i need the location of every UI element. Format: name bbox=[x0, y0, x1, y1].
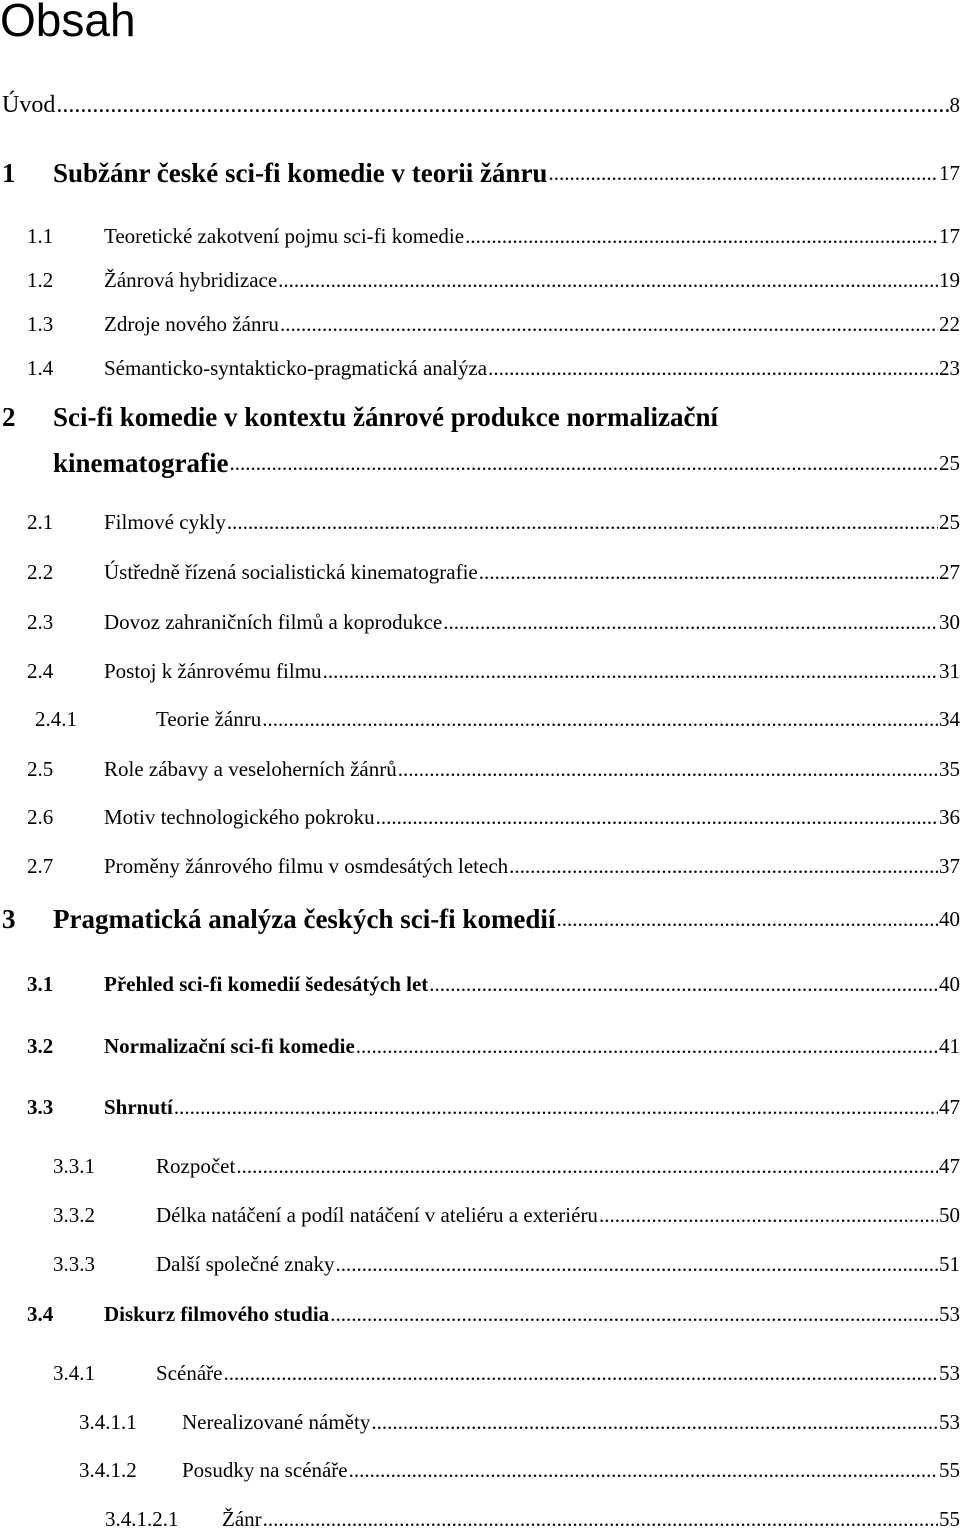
toc-entry-page: 41 bbox=[939, 1032, 960, 1060]
toc-entry-section-2-1[interactable] bbox=[27, 508, 960, 536]
toc-entry-chapter-1[interactable] bbox=[2, 156, 960, 190]
toc-entry-page: 8 bbox=[950, 90, 960, 120]
toc-entry-title: Teoretické zakotvení pojmu sci-fi komedie bbox=[104, 222, 464, 250]
toc-leader-dots bbox=[174, 1093, 938, 1121]
toc-entry-page: 31 bbox=[939, 657, 960, 685]
toc-entry-intro[interactable] bbox=[2, 90, 960, 120]
toc-entry-subsection-3-4-1[interactable] bbox=[53, 1359, 960, 1387]
toc-entry-section-3-3[interactable] bbox=[27, 1093, 960, 1121]
toc-entry-page: 40 bbox=[939, 902, 960, 936]
toc-entry-subsection-2-4-1[interactable] bbox=[35, 705, 960, 733]
toc-entry-number: 3.3.3 bbox=[53, 1250, 156, 1278]
toc-entry-section-1-3[interactable] bbox=[27, 310, 960, 338]
toc-entry-number: 3.1 bbox=[27, 970, 104, 998]
toc-leader-dots bbox=[229, 446, 938, 480]
toc-entry-page: 34 bbox=[939, 705, 960, 733]
toc-leader-dots bbox=[236, 1152, 938, 1180]
toc-entry-page: 17 bbox=[939, 156, 960, 190]
toc-entry-number: 2.6 bbox=[27, 803, 104, 831]
toc-entry-section-3-2[interactable] bbox=[27, 1032, 960, 1060]
toc-leader-dots bbox=[56, 90, 948, 120]
toc-entry-title: Další společné znaky bbox=[156, 1250, 334, 1278]
toc-leader-dots bbox=[349, 1456, 938, 1484]
toc-entry-number: 2.7 bbox=[27, 852, 104, 880]
toc-entry-subsection-3-3-3[interactable] bbox=[53, 1250, 960, 1278]
toc-entry-subsection-3-3-1[interactable] bbox=[53, 1152, 960, 1180]
toc-entry-title: Filmové cykly bbox=[104, 508, 226, 536]
toc-entry-page: 53 bbox=[939, 1300, 960, 1328]
toc-entry-title: Žánrová hybridizace bbox=[104, 266, 277, 294]
toc-entry-title: Sémanticko-syntakticko-pragmatická analýza bbox=[104, 354, 487, 382]
toc-leader-dots bbox=[429, 970, 938, 998]
toc-entry-page: 22 bbox=[939, 310, 960, 338]
toc-entry-section-2-5[interactable] bbox=[27, 755, 960, 783]
toc-entry-section-3-1[interactable] bbox=[27, 970, 960, 998]
toc-leader-dots bbox=[488, 354, 938, 382]
toc-entry-number: 3.3.1 bbox=[53, 1152, 156, 1180]
toc-entry-chapter-3[interactable] bbox=[2, 902, 960, 936]
toc-entry-page: 30 bbox=[939, 608, 960, 636]
toc-leader-dots bbox=[548, 156, 938, 190]
toc-entry-number: 3.3.2 bbox=[53, 1201, 156, 1229]
toc-entry-section-3-4[interactable] bbox=[27, 1300, 960, 1328]
toc-entry-title: Nerealizované náměty bbox=[182, 1408, 370, 1436]
toc-entry-number: 2.4 bbox=[27, 657, 104, 685]
toc-leader-dots bbox=[398, 755, 938, 783]
toc-entry-page: 23 bbox=[939, 354, 960, 382]
toc-entry-number: 3.4 bbox=[27, 1300, 104, 1328]
toc-entry-section-2-7[interactable] bbox=[27, 852, 960, 880]
toc-entry-number: 2.1 bbox=[27, 508, 104, 536]
toc-leader-dots bbox=[335, 1250, 938, 1278]
toc-entry-number: 3.4.1.1 bbox=[79, 1408, 182, 1436]
toc-leader-dots bbox=[465, 222, 938, 250]
toc-entry-section-1-1[interactable] bbox=[27, 222, 960, 250]
toc-entry-page: 25 bbox=[939, 508, 960, 536]
toc-entry-number: 1.2 bbox=[27, 266, 104, 294]
toc-entry-number: 3.2 bbox=[27, 1032, 104, 1060]
toc-entry-page: 36 bbox=[939, 803, 960, 831]
toc-leader-dots bbox=[376, 803, 938, 831]
toc-entry-number: 3.4.1.2 bbox=[79, 1456, 182, 1484]
toc-entry-title: Sci-fi komedie v kontextu žánrové produkce normalizační bbox=[53, 400, 718, 434]
toc-leader-dots bbox=[556, 902, 938, 936]
toc-entry-number: 2.3 bbox=[27, 608, 104, 636]
toc-entry-chapter-2-line-1[interactable] bbox=[2, 400, 718, 434]
toc-entry-page: 40 bbox=[939, 970, 960, 998]
toc-leader-dots bbox=[443, 608, 938, 636]
toc-leader-dots bbox=[223, 1359, 938, 1387]
toc-entry-title: Proměny žánrového filmu v osmdesátých letech bbox=[104, 852, 508, 880]
toc-entry-number: 2.2 bbox=[27, 558, 104, 586]
toc-leader-dots bbox=[599, 1201, 938, 1229]
toc-entry-section-1-2[interactable] bbox=[27, 266, 960, 294]
toc-leader-dots bbox=[278, 266, 938, 294]
toc-entry-page: 25 bbox=[939, 446, 960, 480]
toc-entry-number: 1.4 bbox=[27, 354, 104, 382]
toc-leader-dots bbox=[262, 705, 938, 733]
toc-entry-title: Motiv technologického pokroku bbox=[104, 803, 375, 831]
toc-leader-dots bbox=[479, 558, 938, 586]
toc-leader-dots bbox=[509, 852, 938, 880]
toc-entry-number: 1.3 bbox=[27, 310, 104, 338]
toc-entry-page: 50 bbox=[939, 1201, 960, 1229]
toc-entry-title: Úvod bbox=[2, 90, 55, 120]
toc-entry-title: Přehled sci-fi komedií šedesátých let bbox=[104, 970, 428, 998]
toc-entry-title: Rozpočet bbox=[156, 1152, 235, 1180]
toc-entry-page: 55 bbox=[939, 1505, 960, 1533]
toc-entry-section-2-2[interactable] bbox=[27, 558, 960, 586]
toc-entry-title: Posudky na scénáře bbox=[182, 1456, 348, 1484]
toc-entry-page: 19 bbox=[939, 266, 960, 294]
toc-entry-number: 2.4.1 bbox=[35, 705, 156, 733]
toc-entry-title: Ústředně řízená socialistická kinematografie bbox=[104, 558, 478, 586]
page-title: Obsah bbox=[0, 0, 136, 50]
toc-entry-section-2-3[interactable] bbox=[27, 608, 960, 636]
toc-entry-title-continued: kinematografie bbox=[53, 446, 228, 480]
toc-leader-dots bbox=[323, 657, 938, 685]
toc-entry-number: 3.4.1 bbox=[53, 1359, 156, 1387]
toc-entry-page: 53 bbox=[939, 1408, 960, 1436]
toc-entry-subsubsection-3-4-1-2[interactable] bbox=[79, 1456, 960, 1484]
toc-entry-subsection-3-3-2[interactable] bbox=[53, 1201, 960, 1229]
toc-entry-title: Zdroje nového žánru bbox=[104, 310, 279, 338]
toc-entry-number: 3 bbox=[2, 902, 53, 936]
toc-entry-page: 47 bbox=[939, 1093, 960, 1121]
toc-leader-dots bbox=[330, 1300, 938, 1328]
toc-entry-title: Role zábavy a veseloherních žánrů bbox=[104, 755, 397, 783]
toc-entry-page: 55 bbox=[939, 1456, 960, 1484]
toc-entry-title: Žánr bbox=[222, 1505, 262, 1533]
toc-entry-subsubsection-3-4-1-1[interactable] bbox=[79, 1408, 960, 1436]
toc-entry-section-1-4[interactable] bbox=[27, 354, 960, 382]
toc-entry-page: 27 bbox=[939, 558, 960, 586]
toc-entry-number: 1.1 bbox=[27, 222, 104, 250]
toc-entry-number: 2.5 bbox=[27, 755, 104, 783]
toc-entry-title: Teorie žánru bbox=[156, 705, 261, 733]
toc-entry-title: Pragmatická analýza českých sci-fi komedií bbox=[53, 902, 555, 936]
toc-entry-page: 47 bbox=[939, 1152, 960, 1180]
toc-entry-title: Normalizační sci-fi komedie bbox=[104, 1032, 355, 1060]
toc-leader-dots bbox=[280, 310, 938, 338]
toc-entry-page: 35 bbox=[939, 755, 960, 783]
toc-entry-title: Shrnutí bbox=[104, 1093, 173, 1121]
toc-entry-number: 2 bbox=[2, 400, 53, 434]
toc-entry-number: 3.4.1.2.1 bbox=[105, 1505, 222, 1533]
toc-entry-chapter-2[interactable] bbox=[53, 446, 960, 480]
toc-entry-title: Scénáře bbox=[156, 1359, 222, 1387]
toc-entry-page: 53 bbox=[939, 1359, 960, 1387]
toc-entry-title: Diskurz filmového studia bbox=[104, 1300, 329, 1328]
toc-entry-title: Subžánr české sci-fi komedie v teorii žánru bbox=[53, 156, 547, 190]
toc-entry-title: Postoj k žánrovému filmu bbox=[104, 657, 322, 685]
toc-leader-dots bbox=[356, 1032, 938, 1060]
toc-entry-title: Délka natáčení a podíl natáčení v ateliéru a exteriéru bbox=[156, 1201, 598, 1229]
toc-entry-section-2-6[interactable] bbox=[27, 803, 960, 831]
toc-entry-page: 17 bbox=[939, 222, 960, 250]
toc-entry-number: 1 bbox=[2, 156, 53, 190]
toc-entry-number: 3.3 bbox=[27, 1093, 104, 1121]
toc-leader-dots bbox=[227, 508, 938, 536]
toc-entry-page: 37 bbox=[939, 852, 960, 880]
toc-entry-section-2-4[interactable] bbox=[27, 657, 960, 685]
toc-entry-title: Dovoz zahraničních filmů a koprodukce bbox=[104, 608, 442, 636]
toc-leader-dots bbox=[371, 1408, 938, 1436]
toc-entry-page: 51 bbox=[939, 1250, 960, 1278]
